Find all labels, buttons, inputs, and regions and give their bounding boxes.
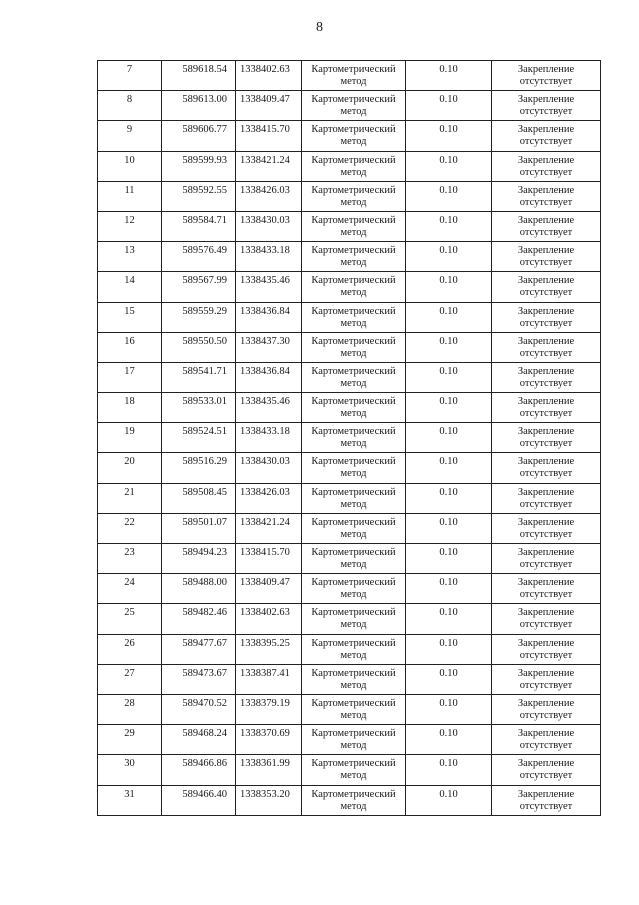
fixing-cell: Закрепление отсутствует bbox=[492, 604, 601, 634]
method-cell: Картометрический метод bbox=[302, 272, 406, 302]
y-coordinate-cell: 1338421.24 bbox=[236, 513, 302, 543]
accuracy-cell: 0.10 bbox=[406, 604, 492, 634]
y-coordinate-cell: 1338430.03 bbox=[236, 211, 302, 241]
x-coordinate-cell: 589618.54 bbox=[162, 61, 236, 91]
table-row bbox=[98, 302, 601, 332]
accuracy-cell: 0.10 bbox=[406, 574, 492, 604]
method-cell: Картометрический метод bbox=[302, 302, 406, 332]
table-row bbox=[98, 574, 601, 604]
y-coordinate-cell: 1338426.03 bbox=[236, 483, 302, 513]
point-number-cell: 27 bbox=[98, 664, 162, 694]
table-row bbox=[98, 725, 601, 755]
table-row bbox=[98, 332, 601, 362]
method-cell: Картометрический метод bbox=[302, 574, 406, 604]
method-cell: Картометрический метод bbox=[302, 362, 406, 392]
fixing-cell: Закрепление отсутствует bbox=[492, 61, 601, 91]
x-coordinate-cell: 589576.49 bbox=[162, 242, 236, 272]
method-cell: Картометрический метод bbox=[302, 725, 406, 755]
method-cell: Картометрический метод bbox=[302, 61, 406, 91]
point-number-cell: 17 bbox=[98, 362, 162, 392]
method-cell: Картометрический метод bbox=[302, 785, 406, 815]
fixing-cell: Закрепление отсутствует bbox=[492, 181, 601, 211]
point-number-cell: 12 bbox=[98, 211, 162, 241]
method-cell: Картометрический метод bbox=[302, 423, 406, 453]
accuracy-cell: 0.10 bbox=[406, 393, 492, 423]
accuracy-cell: 0.10 bbox=[406, 634, 492, 664]
x-coordinate-cell: 589468.24 bbox=[162, 725, 236, 755]
y-coordinate-cell: 1338433.18 bbox=[236, 242, 302, 272]
accuracy-cell: 0.10 bbox=[406, 302, 492, 332]
point-number-cell: 28 bbox=[98, 694, 162, 724]
accuracy-cell: 0.10 bbox=[406, 211, 492, 241]
x-coordinate-cell: 589508.45 bbox=[162, 483, 236, 513]
point-number-cell: 22 bbox=[98, 513, 162, 543]
method-cell: Картометрический метод bbox=[302, 694, 406, 724]
method-cell: Картометрический метод bbox=[302, 393, 406, 423]
fixing-cell: Закрепление отсутствует bbox=[492, 725, 601, 755]
point-number-cell: 14 bbox=[98, 272, 162, 302]
point-number-cell: 18 bbox=[98, 393, 162, 423]
y-coordinate-cell: 1338433.18 bbox=[236, 423, 302, 453]
point-number-cell: 7 bbox=[98, 61, 162, 91]
x-coordinate-cell: 589466.40 bbox=[162, 785, 236, 815]
x-coordinate-cell: 589559.29 bbox=[162, 302, 236, 332]
point-number-cell: 26 bbox=[98, 634, 162, 664]
point-number-cell: 30 bbox=[98, 755, 162, 785]
fixing-cell: Закрепление отсутствует bbox=[492, 634, 601, 664]
x-coordinate-cell: 589482.46 bbox=[162, 604, 236, 634]
table-row bbox=[98, 664, 601, 694]
table-row bbox=[98, 91, 601, 121]
x-coordinate-cell: 589613.00 bbox=[162, 91, 236, 121]
accuracy-cell: 0.10 bbox=[406, 453, 492, 483]
accuracy-cell: 0.10 bbox=[406, 725, 492, 755]
x-coordinate-cell: 589541.71 bbox=[162, 362, 236, 392]
accuracy-cell: 0.10 bbox=[406, 362, 492, 392]
table-body bbox=[98, 61, 601, 816]
method-cell: Картометрический метод bbox=[302, 634, 406, 664]
x-coordinate-cell: 589494.23 bbox=[162, 544, 236, 574]
fixing-cell: Закрепление отсутствует bbox=[492, 121, 601, 151]
y-coordinate-cell: 1338409.47 bbox=[236, 91, 302, 121]
table-row bbox=[98, 121, 601, 151]
fixing-cell: Закрепление отсутствует bbox=[492, 151, 601, 181]
accuracy-cell: 0.10 bbox=[406, 785, 492, 815]
y-coordinate-cell: 1338361.99 bbox=[236, 755, 302, 785]
point-number-cell: 19 bbox=[98, 423, 162, 453]
method-cell: Картометрический метод bbox=[302, 664, 406, 694]
y-coordinate-cell: 1338436.84 bbox=[236, 302, 302, 332]
x-coordinate-cell: 589466.86 bbox=[162, 755, 236, 785]
fixing-cell: Закрепление отсутствует bbox=[492, 785, 601, 815]
fixing-cell: Закрепление отсутствует bbox=[492, 513, 601, 543]
y-coordinate-cell: 1338437.30 bbox=[236, 332, 302, 362]
table-row bbox=[98, 272, 601, 302]
y-coordinate-cell: 1338435.46 bbox=[236, 272, 302, 302]
accuracy-cell: 0.10 bbox=[406, 664, 492, 694]
point-number-cell: 16 bbox=[98, 332, 162, 362]
method-cell: Картометрический метод bbox=[302, 211, 406, 241]
y-coordinate-cell: 1338426.03 bbox=[236, 181, 302, 211]
fixing-cell: Закрепление отсутствует bbox=[492, 393, 601, 423]
fixing-cell: Закрепление отсутствует bbox=[492, 272, 601, 302]
method-cell: Картометрический метод bbox=[302, 453, 406, 483]
table-row bbox=[98, 242, 601, 272]
y-coordinate-cell: 1338353.20 bbox=[236, 785, 302, 815]
point-number-cell: 10 bbox=[98, 151, 162, 181]
accuracy-cell: 0.10 bbox=[406, 423, 492, 453]
point-number-cell: 25 bbox=[98, 604, 162, 634]
method-cell: Картометрический метод bbox=[302, 121, 406, 151]
accuracy-cell: 0.10 bbox=[406, 242, 492, 272]
y-coordinate-cell: 1338395.25 bbox=[236, 634, 302, 664]
method-cell: Картометрический метод bbox=[302, 755, 406, 785]
x-coordinate-cell: 589516.29 bbox=[162, 453, 236, 483]
fixing-cell: Закрепление отсутствует bbox=[492, 302, 601, 332]
y-coordinate-cell: 1338379.19 bbox=[236, 694, 302, 724]
y-coordinate-cell: 1338421.24 bbox=[236, 151, 302, 181]
accuracy-cell: 0.10 bbox=[406, 61, 492, 91]
table-row bbox=[98, 544, 601, 574]
accuracy-cell: 0.10 bbox=[406, 544, 492, 574]
table-row bbox=[98, 785, 601, 815]
y-coordinate-cell: 1338387.41 bbox=[236, 664, 302, 694]
point-number-cell: 23 bbox=[98, 544, 162, 574]
accuracy-cell: 0.10 bbox=[406, 332, 492, 362]
fixing-cell: Закрепление отсутствует bbox=[492, 242, 601, 272]
method-cell: Картометрический метод bbox=[302, 513, 406, 543]
accuracy-cell: 0.10 bbox=[406, 91, 492, 121]
point-number-cell: 13 bbox=[98, 242, 162, 272]
x-coordinate-cell: 589584.71 bbox=[162, 211, 236, 241]
method-cell: Картометрический метод bbox=[302, 332, 406, 362]
y-coordinate-cell: 1338415.70 bbox=[236, 544, 302, 574]
table-row bbox=[98, 61, 601, 91]
method-cell: Картометрический метод bbox=[302, 181, 406, 211]
method-cell: Картометрический метод bbox=[302, 151, 406, 181]
x-coordinate-cell: 589501.07 bbox=[162, 513, 236, 543]
x-coordinate-cell: 589567.99 bbox=[162, 272, 236, 302]
table-row bbox=[98, 362, 601, 392]
accuracy-cell: 0.10 bbox=[406, 755, 492, 785]
y-coordinate-cell: 1338409.47 bbox=[236, 574, 302, 604]
point-number-cell: 9 bbox=[98, 121, 162, 151]
point-number-cell: 24 bbox=[98, 574, 162, 604]
y-coordinate-cell: 1338402.63 bbox=[236, 61, 302, 91]
y-coordinate-cell: 1338370.69 bbox=[236, 725, 302, 755]
table-row bbox=[98, 423, 601, 453]
fixing-cell: Закрепление отсутствует bbox=[492, 362, 601, 392]
x-coordinate-cell: 589473.67 bbox=[162, 664, 236, 694]
method-cell: Картометрический метод bbox=[302, 604, 406, 634]
point-number-cell: 8 bbox=[98, 91, 162, 121]
accuracy-cell: 0.10 bbox=[406, 272, 492, 302]
point-number-cell: 20 bbox=[98, 453, 162, 483]
fixing-cell: Закрепление отсутствует bbox=[492, 211, 601, 241]
x-coordinate-cell: 589599.93 bbox=[162, 151, 236, 181]
y-coordinate-cell: 1338430.03 bbox=[236, 453, 302, 483]
fixing-cell: Закрепление отсутствует bbox=[492, 332, 601, 362]
fixing-cell: Закрепление отсутствует bbox=[492, 423, 601, 453]
x-coordinate-cell: 589524.51 bbox=[162, 423, 236, 453]
accuracy-cell: 0.10 bbox=[406, 181, 492, 211]
fixing-cell: Закрепление отсутствует bbox=[492, 574, 601, 604]
y-coordinate-cell: 1338436.84 bbox=[236, 362, 302, 392]
x-coordinate-cell: 589550.50 bbox=[162, 332, 236, 362]
point-number-cell: 29 bbox=[98, 725, 162, 755]
table-row bbox=[98, 181, 601, 211]
x-coordinate-cell: 589592.55 bbox=[162, 181, 236, 211]
method-cell: Картометрический метод bbox=[302, 242, 406, 272]
table-row bbox=[98, 483, 601, 513]
point-number-cell: 31 bbox=[98, 785, 162, 815]
accuracy-cell: 0.10 bbox=[406, 483, 492, 513]
fixing-cell: Закрепление отсутствует bbox=[492, 483, 601, 513]
page-number: 8 bbox=[316, 20, 323, 35]
fixing-cell: Закрепление отсутствует bbox=[492, 91, 601, 121]
table-row bbox=[98, 211, 601, 241]
method-cell: Картометрический метод bbox=[302, 483, 406, 513]
x-coordinate-cell: 589470.52 bbox=[162, 694, 236, 724]
x-coordinate-cell: 589606.77 bbox=[162, 121, 236, 151]
accuracy-cell: 0.10 bbox=[406, 694, 492, 724]
table-row bbox=[98, 513, 601, 543]
table-row bbox=[98, 755, 601, 785]
y-coordinate-cell: 1338402.63 bbox=[236, 604, 302, 634]
fixing-cell: Закрепление отсутствует bbox=[492, 755, 601, 785]
table-row bbox=[98, 393, 601, 423]
table-row bbox=[98, 694, 601, 724]
fixing-cell: Закрепление отсутствует bbox=[492, 544, 601, 574]
point-number-cell: 15 bbox=[98, 302, 162, 332]
fixing-cell: Закрепление отсутствует bbox=[492, 664, 601, 694]
x-coordinate-cell: 589488.00 bbox=[162, 574, 236, 604]
fixing-cell: Закрепление отсутствует bbox=[492, 453, 601, 483]
table-row bbox=[98, 634, 601, 664]
point-number-cell: 11 bbox=[98, 181, 162, 211]
coordinates-table bbox=[97, 60, 601, 816]
x-coordinate-cell: 589477.67 bbox=[162, 634, 236, 664]
point-number-cell: 21 bbox=[98, 483, 162, 513]
method-cell: Картометрический метод bbox=[302, 544, 406, 574]
accuracy-cell: 0.10 bbox=[406, 513, 492, 543]
fixing-cell: Закрепление отсутствует bbox=[492, 694, 601, 724]
table-row bbox=[98, 604, 601, 634]
y-coordinate-cell: 1338435.46 bbox=[236, 393, 302, 423]
method-cell: Картометрический метод bbox=[302, 91, 406, 121]
table-row bbox=[98, 151, 601, 181]
x-coordinate-cell: 589533.01 bbox=[162, 393, 236, 423]
y-coordinate-cell: 1338415.70 bbox=[236, 121, 302, 151]
table-row bbox=[98, 453, 601, 483]
accuracy-cell: 0.10 bbox=[406, 151, 492, 181]
accuracy-cell: 0.10 bbox=[406, 121, 492, 151]
